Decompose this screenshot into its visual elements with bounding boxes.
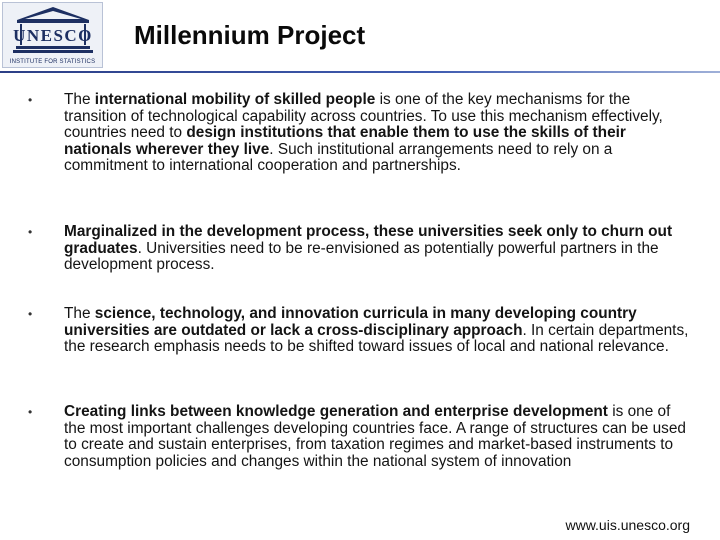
bullet-run: The	[64, 305, 95, 322]
bullet-emphasis: Marginalized in the development process, these universities seek only to churn out graduates	[64, 223, 673, 257]
bullet-text	[64, 306, 690, 356]
footer-url: www.uis.unesco.org	[565, 517, 690, 533]
bullet-run: . Such institutional arrangements need to rely on a commitment to international cooperation and partnerships.	[64, 140, 613, 174]
bullet-dot-icon: •	[28, 405, 33, 419]
bullet-run: is one of the key mechanisms for the transition of technological capability across countries. To use this mechanism effectively, countries need to	[64, 91, 663, 141]
page-title: Millennium Project	[134, 20, 366, 50]
bullet-text	[64, 224, 690, 274]
logo-caption: INSTITUTE FOR STATISTICS	[9, 59, 96, 65]
title-divider	[0, 71, 720, 73]
bullet-run: . Universities need to be re-envisioned as potentially powerful partners in the development process.	[64, 239, 659, 273]
unesco-logo	[2, 2, 103, 68]
bullet-emphasis: Creating links between knowledge generation and enterprise development	[64, 403, 608, 420]
bullet-emphasis: science, technology, and innovation curricula in many developing country universities are outdated or lack a cross-disciplinary approach	[64, 305, 637, 339]
bullet-run: is one of the most important challenges developing countries face. A range of structures can be used to create and sustain enterprises, from taxation regimes and market-based instruments to consumption policies and changes within the national system of innovation	[64, 403, 686, 470]
bullet-run: The	[64, 91, 95, 108]
bullet-emphasis: international mobility of skilled people	[94, 91, 376, 108]
temple-logo-icon	[3, 3, 104, 59]
bullet-emphasis: design institutions that enable them to use the skills of their nationals wherever they live	[64, 124, 626, 158]
bullet-dot-icon: •	[28, 225, 33, 239]
bullet-dot-icon: •	[28, 307, 33, 321]
bullet-text	[64, 404, 690, 470]
bullet-text	[64, 92, 690, 175]
bullet-dot-icon: •	[28, 93, 33, 107]
svg-text:UNESCO: UNESCO	[13, 26, 93, 45]
bullet-run: . In certain departments, the research emphasis needs to be shifted toward issues of local and national relevance.	[64, 321, 689, 355]
